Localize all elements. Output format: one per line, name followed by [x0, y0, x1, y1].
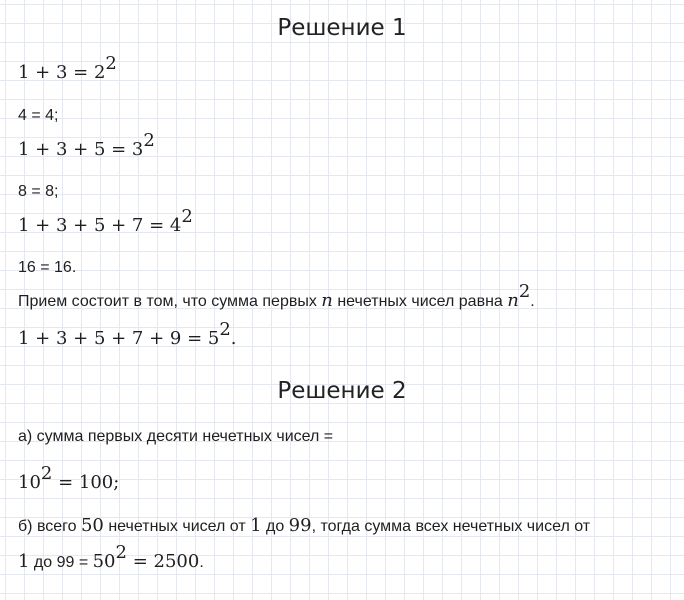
part-b-equation-text: до 99 = [29, 554, 93, 571]
rule-sentence [18, 281, 535, 311]
equation-3: 1 + 3 + 5 + 7 = 4 [18, 215, 182, 236]
part-b-number-3: 99 [288, 515, 312, 536]
part-b-number-2: 1 [250, 515, 262, 536]
equation-1-exponent: 2 [105, 53, 117, 74]
part-a-text: а) сумма первых десяти нечетных чисел = [18, 428, 334, 445]
rule-variable: n [321, 290, 333, 311]
check-line-3: 16 = 16. [18, 259, 77, 276]
equation-4-end: . [230, 328, 237, 349]
solution-1-title: Решение 1 [277, 15, 407, 41]
part-b-text-1: б) всего [18, 518, 81, 535]
part-a-exponent: 2 [40, 463, 53, 484]
check-line-1: 4 = 4; [18, 107, 59, 124]
part-b-sentence [18, 515, 590, 536]
part-b-end: . [199, 554, 204, 571]
equation-line-3 [18, 206, 193, 236]
rule-text-end: . [530, 293, 535, 310]
part-b-equation [18, 542, 204, 572]
part-b-number-1: 50 [80, 515, 104, 536]
equation-4: 1 + 3 + 5 + 7 + 9 = 5 [18, 328, 220, 349]
solution-2-title: Решение 2 [277, 378, 407, 404]
equation-line-4 [18, 319, 237, 349]
equation-1: 1 + 3 = 2 [18, 62, 106, 83]
part-a-equation [18, 463, 120, 493]
check-line-2: 8 = 8; [18, 183, 59, 200]
rule-text-middle: нечетных чисел равна [332, 293, 508, 310]
part-b-text-3: до [261, 518, 289, 535]
part-a-base: 10 [18, 472, 41, 493]
equation-line-2 [18, 130, 155, 160]
rule-text-start: Прием состоит в том, что сумма первых [18, 293, 322, 310]
part-b-base: 50 [92, 551, 116, 572]
equation-2: 1 + 3 + 5 = 3 [18, 139, 144, 160]
part-b-start-number: 1 [18, 551, 30, 572]
part-b-result: = 2500 [126, 551, 200, 572]
equation-3-exponent: 2 [181, 206, 193, 227]
part-b-text-2: нечетных чисел от [103, 518, 251, 535]
part-b-exponent: 2 [115, 542, 127, 563]
rule-exponent: 2 [518, 281, 531, 302]
equation-line-1 [18, 53, 117, 83]
part-b-text-4: , тогда сумма всех нечетных чисел от [311, 518, 591, 535]
part-a-result: = 100; [52, 472, 120, 493]
equation-2-exponent: 2 [143, 130, 155, 151]
rule-variable-squared: n [507, 290, 519, 311]
equation-4-exponent: 2 [219, 319, 231, 340]
